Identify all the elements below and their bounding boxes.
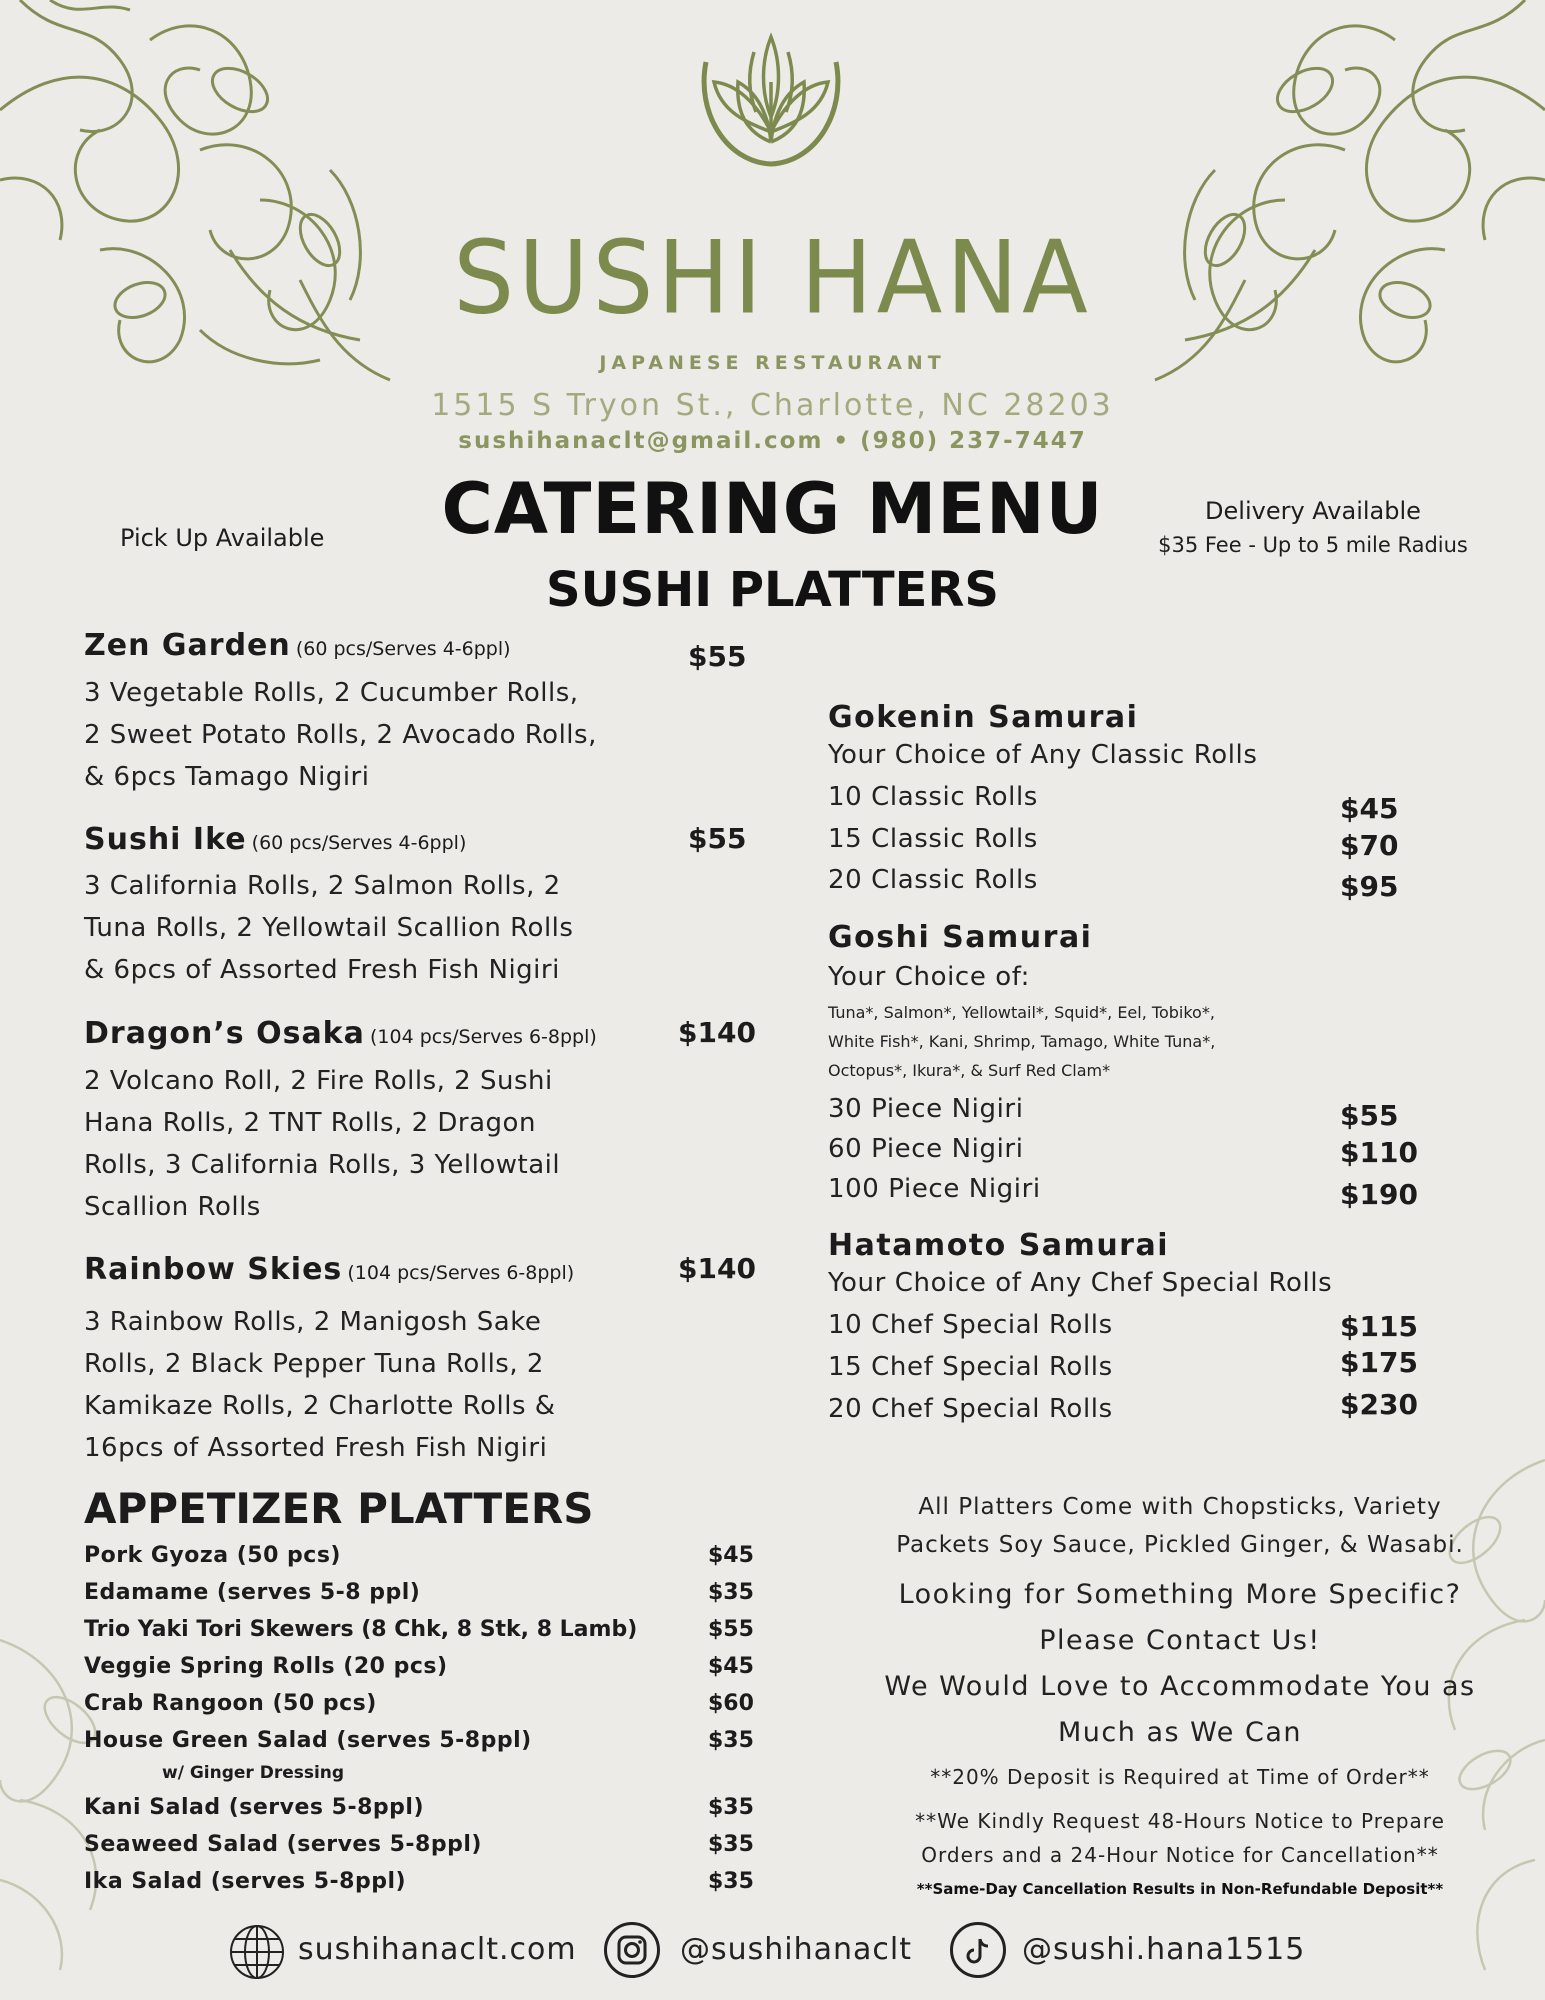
hatamoto-price: $115 xyxy=(1340,1310,1418,1343)
goshi-price: $190 xyxy=(1340,1178,1418,1211)
note-line: Packets Soy Sauce, Pickled Ginger, & Wasabi. xyxy=(896,1532,1464,1558)
appetizer-note: w/ Ginger Dressing xyxy=(162,1763,345,1783)
hatamoto-subtitle: Your Choice of Any Chef Special Rolls xyxy=(828,1268,1333,1298)
platter-price: $140 xyxy=(678,1016,756,1049)
appetizer-item: Edamame (serves 5-8 ppl) xyxy=(84,1580,421,1605)
pickup-note: Pick Up Available xyxy=(120,524,325,552)
notes-section xyxy=(800,1488,1545,1898)
platter-line: 3 California Rolls, 2 Salmon Rolls, 2 xyxy=(84,871,561,901)
appetizer-price: $35 xyxy=(708,1580,754,1605)
goshi-option: 60 Piece Nigiri xyxy=(828,1134,1024,1164)
platter-line: 16pcs of Assorted Fresh Fish Nigiri xyxy=(84,1433,548,1463)
platter-meta: (104 pcs/Serves 6-8ppl) xyxy=(369,1026,597,1048)
platter-price: $55 xyxy=(688,822,747,855)
platter-line: 3 Rainbow Rolls, 2 Manigosh Sake xyxy=(84,1307,542,1337)
platter-name: Zen Garden xyxy=(84,628,291,663)
lotus-logo-icon xyxy=(686,22,856,172)
gokenin-price: $95 xyxy=(1340,870,1399,903)
appetizer-price: $35 xyxy=(708,1795,754,1820)
platter-line: Tuna Rolls, 2 Yellowtail Scallion Rolls xyxy=(84,913,574,943)
floral-decoration-top-right xyxy=(1105,0,1545,400)
floral-decoration-top-left xyxy=(0,0,440,400)
appetizer-price: $55 xyxy=(708,1617,754,1642)
platter-line: 2 Sweet Potato Rolls, 2 Avocado Rolls, xyxy=(84,720,597,750)
platter-price: $140 xyxy=(678,1252,756,1285)
goshi-choice-line: White Fish*, Kani, Shrimp, Tamago, White Tuna*, xyxy=(828,1032,1216,1051)
gokenin-option: 20 Classic Rolls xyxy=(828,865,1038,895)
page-title: CATERING MENU xyxy=(441,468,1104,550)
appetizer-price: $45 xyxy=(708,1654,754,1679)
appetizer-item: Trio Yaki Tori Skewers (8 Chk, 8 Stk, 8 Lamb) xyxy=(84,1617,638,1642)
tiktok-handle[interactable]: @sushi.hana1515 xyxy=(1022,1932,1306,1967)
platter-line: & 6pcs Tamago Nigiri xyxy=(84,762,370,792)
platter-meta: (104 pcs/Serves 6-8ppl) xyxy=(347,1262,575,1284)
platter-name: Sushi Ike xyxy=(84,822,247,857)
goshi-choice-line: Octopus*, Ikura*, & Surf Red Clam* xyxy=(828,1061,1111,1080)
hatamoto-price: $175 xyxy=(1340,1346,1418,1379)
appetizer-item: Pork Gyoza (50 pcs) xyxy=(84,1543,341,1568)
contact-line: Looking for Something More Specific? xyxy=(898,1579,1462,1610)
delivery-line-2: $35 Fee - Up to 5 mile Radius xyxy=(1158,533,1468,557)
contact-line: Please Contact Us! xyxy=(1039,1625,1321,1656)
appetizer-price: $35 xyxy=(708,1728,754,1753)
platter-line: & 6pcs of Assorted Fresh Fish Nigiri xyxy=(84,955,560,985)
restaurant-contact: sushihanaclt@gmail.com • (980) 237-7447 xyxy=(458,428,1087,454)
platter-meta: (60 pcs/Serves 4-6ppl) xyxy=(295,638,511,660)
appetizer-title: APPETIZER PLATTERS xyxy=(84,1484,594,1533)
appetizer-price: $35 xyxy=(708,1869,754,1894)
hatamoto-option: 20 Chef Special Rolls xyxy=(828,1394,1113,1424)
website-link[interactable]: sushihanaclt.com xyxy=(298,1932,577,1967)
gokenin-price: $45 xyxy=(1340,792,1399,825)
goshi-subtitle: Your Choice of: xyxy=(828,962,1030,992)
appetizer-price: $35 xyxy=(708,1832,754,1857)
tiktok-icon xyxy=(950,1922,1006,1978)
restaurant-address: 1515 S Tryon St., Charlotte, NC 28203 xyxy=(431,388,1114,423)
platter-line: Scallion Rolls xyxy=(84,1192,261,1222)
platter-line: Rolls, 3 California Rolls, 3 Yellowtail xyxy=(84,1150,561,1180)
sushi-platters-title: SUSHI PLATTERS xyxy=(546,562,999,618)
platter-line: Rolls, 2 Black Pepper Tuna Rolls, 2 xyxy=(84,1349,544,1379)
instagram-icon xyxy=(604,1922,660,1978)
gokenin-subtitle: Your Choice of Any Classic Rolls xyxy=(828,740,1258,770)
restaurant-name: SUSHI HANA xyxy=(453,219,1092,337)
goshi-option: 100 Piece Nigiri xyxy=(828,1174,1041,1204)
platter-name: Dragon’s Osaka xyxy=(84,1016,365,1051)
gokenin-option: 15 Classic Rolls xyxy=(828,824,1038,854)
hatamoto-price: $230 xyxy=(1340,1388,1418,1421)
globe-icon xyxy=(228,1923,286,1981)
platter-name: Rainbow Skies xyxy=(84,1252,343,1287)
contact-line: Much as We Can xyxy=(1058,1717,1302,1748)
goshi-choice-line: Tuna*, Salmon*, Yellowtail*, Squid*, Eel, Tobiko*, xyxy=(828,1003,1215,1022)
platter-line: Hana Rolls, 2 TNT Rolls, 2 Dragon xyxy=(84,1108,536,1138)
appetizer-item: Ika Salad (serves 5-8ppl) xyxy=(84,1869,407,1894)
deposit-note: **20% Deposit is Required at Time of Order** xyxy=(930,1765,1430,1789)
gokenin-price: $70 xyxy=(1340,829,1399,862)
notice-line: Orders and a 24-Hour Notice for Cancellation** xyxy=(921,1843,1439,1867)
platter-line: Kamikaze Rolls, 2 Charlotte Rolls & xyxy=(84,1391,556,1421)
goshi-option: 30 Piece Nigiri xyxy=(828,1094,1024,1124)
platter-line: 3 Vegetable Rolls, 2 Cucumber Rolls, xyxy=(84,678,579,708)
sameday-cancellation-note: **Same-Day Cancellation Results in Non-Refundable Deposit** xyxy=(916,1880,1444,1898)
delivery-note xyxy=(1128,494,1498,562)
hatamoto-option: 10 Chef Special Rolls xyxy=(828,1310,1113,1340)
instagram-handle[interactable]: @sushihanaclt xyxy=(680,1932,913,1967)
note-line: All Platters Come with Chopsticks, Variety xyxy=(918,1494,1442,1520)
hatamoto-title: Hatamoto Samurai xyxy=(828,1228,1169,1263)
appetizer-item: Seaweed Salad (serves 5-8ppl) xyxy=(84,1832,482,1857)
platter-price: $55 xyxy=(688,640,747,673)
goshi-price: $55 xyxy=(1340,1099,1399,1132)
notice-line: **We Kindly Request 48-Hours Notice to Prepare xyxy=(915,1809,1445,1833)
goshi-price: $110 xyxy=(1340,1136,1418,1169)
gokenin-title: Gokenin Samurai xyxy=(828,700,1139,735)
appetizer-item: Kani Salad (serves 5-8ppl) xyxy=(84,1795,425,1820)
gokenin-option: 10 Classic Rolls xyxy=(828,782,1038,812)
platter-meta: (60 pcs/Serves 4-6ppl) xyxy=(251,832,467,854)
hatamoto-option: 15 Chef Special Rolls xyxy=(828,1352,1113,1382)
appetizer-price: $60 xyxy=(708,1691,754,1716)
goshi-title: Goshi Samurai xyxy=(828,920,1093,955)
appetizer-price: $45 xyxy=(708,1543,754,1568)
contact-line: We Would Love to Accommodate You as xyxy=(884,1671,1476,1702)
platter-line: 2 Volcano Roll, 2 Fire Rolls, 2 Sushi xyxy=(84,1066,553,1096)
appetizer-item: Veggie Spring Rolls (20 pcs) xyxy=(84,1654,448,1679)
delivery-line-1: Delivery Available xyxy=(1205,497,1421,525)
restaurant-subtitle: JAPANESE RESTAURANT xyxy=(599,352,946,374)
appetizer-item: Crab Rangoon (50 pcs) xyxy=(84,1691,377,1716)
appetizer-item: House Green Salad (serves 5-8ppl) xyxy=(84,1728,532,1753)
